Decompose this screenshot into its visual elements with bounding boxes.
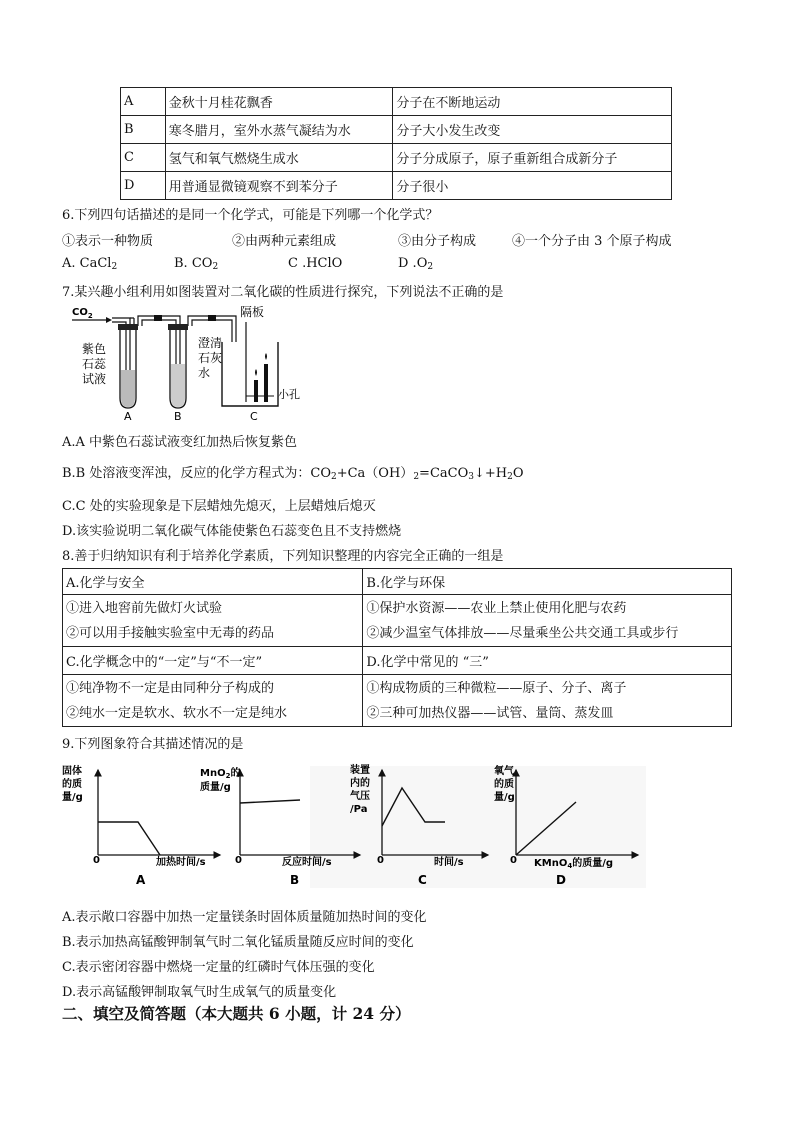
graph-c-ylabel: 装置 (350, 765, 370, 776)
q7-stem: 7.某兴趣小组利用如图装置对二氧化碳的性质进行探究，下列说法不正确的是 (62, 285, 504, 300)
graph-b-origin: 0 (235, 855, 242, 866)
svg-text:的质: 的质 (62, 779, 82, 790)
graph-a-ylabel: 固体 (62, 766, 82, 777)
group-b-item-2: ②减少温室气体排放——尽量乘坐公共交通工具或步行 (366, 625, 679, 641)
q9-option-d: D.表示高锰酸钾制取氧气时生成氧气的质量变化 (62, 985, 337, 1000)
label-purple-3: 试液 (82, 372, 107, 386)
table-row (63, 595, 732, 647)
inlet-arrow-head (106, 317, 112, 323)
q7-option-a: A.A 中紫色石蕊试液变红加热后恢复紫色 (62, 435, 298, 450)
q9-graphs-figure (60, 760, 650, 890)
candle-lower (254, 380, 258, 402)
label-a: A (124, 410, 132, 422)
svg-text:内的: 内的 (350, 778, 370, 789)
group-a-content (63, 595, 363, 647)
graph-c-origin: 0 (377, 855, 384, 866)
label-purple-2: 石蕊 (82, 357, 107, 371)
table-row (121, 116, 672, 144)
group-a-title: A.化学与安全 (63, 569, 363, 595)
label-lime-1: 澄清 (198, 336, 223, 350)
graph-c-label: C (418, 873, 427, 887)
explanation-cell: 分子很小 (393, 172, 672, 200)
label-hole: 小孔 (278, 388, 300, 401)
graph-b-xlabel: 反应时间/s (282, 857, 332, 868)
phenomenon-cell: 氢气和氧气燃烧生成水 (165, 144, 393, 172)
graph-d-ylabel: 氧气 (494, 766, 514, 777)
flame-upper (265, 353, 267, 360)
group-d-item-2: ②三种可加热仪器——试管、量筒、蒸发皿 (366, 705, 614, 721)
q6-option-d: D $.O_2$ (398, 256, 434, 272)
svg-text:气压: 气压 (350, 791, 370, 802)
q7-option-b: B.B 处溶液变浑浊，反应的化学方程式为：$CO_2+Ca(OH)_2=CaCO_3↓+H_2O$ (62, 466, 524, 482)
q7-option-d: D.该实验说明二氧化碳气体能使紫色石蕊变色且不支持燃烧 (62, 524, 402, 539)
q9-option-a: A.表示敞口容器中加热一定量镁条时固体质量随加热时间的变化 (62, 910, 427, 925)
phenomenon-cell: 金秋十月桂花飘香 (165, 88, 393, 116)
phenomenon-cell: 寒冬腊月，室外水蒸气凝结为水 (165, 116, 393, 144)
label-partition: 隔板 (240, 305, 265, 319)
group-d-item-1: ①构成物质的三种微粒——原子、分子、离子 (366, 680, 627, 696)
table-row (63, 647, 732, 675)
section-2-heading: 二、填空及简答题（本大题共 6 小题，计 24 分） (62, 1004, 411, 1023)
group-d-title: D.化学中常见的 “三” (363, 647, 732, 675)
group-b-content (363, 595, 732, 647)
group-c-item-2: ②纯水一定是软水、软水不一定是纯水 (66, 705, 288, 721)
stopper-a (118, 324, 138, 330)
graph-a (62, 764, 220, 887)
stopper-b (168, 324, 188, 330)
q8-stem: 8.善于归纳知识有利于培养化学素质，下列知识整理的内容完全正确的一组是 (62, 549, 504, 564)
phenomenon-cell: 用普通显微镜观察不到苯分子 (165, 172, 393, 200)
graph-b-label: B (290, 873, 300, 887)
group-c-content (63, 675, 363, 727)
svg-text:质量/g: 质量/g (200, 782, 231, 793)
explanation-cell: 分子在不断地运动 (393, 88, 672, 116)
q9-stem: 9.下列图象符合其描述情况的是 (62, 737, 244, 752)
table-row (63, 569, 732, 595)
label-lime-2: 石灰 (198, 351, 223, 365)
co2-apparatus-figure (68, 302, 308, 422)
q6-clue-4: ④一个分子由 3 个原子构成 (512, 234, 672, 249)
graph-d-label: D (556, 873, 566, 887)
group-b-title: B.化学与环保 (363, 569, 732, 595)
table-row (121, 88, 672, 116)
co2-label: $CO_2$ (72, 307, 93, 320)
graph-a-xlabel: 加热时间/s (156, 857, 206, 868)
q6-option-c: C .HClO (288, 256, 343, 271)
graph-b-ylabel: MnO$_2$的 (200, 768, 241, 780)
q6-clue-2: ②由两种元素组成 (232, 234, 337, 249)
group-c-item-1: ①纯净物不一定是由同种分子构成的 (66, 680, 275, 696)
rubber-joint (208, 315, 216, 321)
graph-d-origin: 0 (510, 855, 517, 866)
option-cell: B (121, 116, 166, 144)
table-row (121, 144, 672, 172)
liquid-a (121, 370, 135, 407)
label-lime-3: 水 (198, 366, 211, 380)
graph-a-label: A (136, 873, 146, 887)
svg-text:量/g: 量/g (494, 792, 515, 803)
flame-lower (255, 369, 257, 376)
group-a-item-2: ②可以用手接触实验室中无毒的药品 (66, 625, 275, 641)
explanation-cell: 分子分成原子，原子重新组合成新分子 (393, 144, 672, 172)
group-b-item-1: ①保护水资源——农业上禁止使用化肥与农药 (366, 600, 627, 616)
curve-b (240, 800, 300, 803)
group-c-title: C.化学概念中的“一定”与“不一定” (63, 647, 363, 675)
q8-table (62, 568, 732, 727)
liquid-b (171, 364, 185, 407)
graph-d-xlabel: KMnO$_4$的质量/g (534, 858, 614, 870)
q5-table (120, 87, 672, 200)
table-row (121, 172, 672, 200)
curve-a (98, 822, 160, 855)
label-purple-1: 紫色 (82, 342, 107, 356)
rubber-joint (154, 315, 162, 321)
q7-option-c: C.C 处的实验现象是下层蜡烛先熄灭，上层蜡烛后熄灭 (62, 499, 376, 514)
group-d-content (363, 675, 732, 727)
q6-clue-3: ③由分子构成 (398, 234, 477, 249)
q9-option-c: C.表示密闭容器中燃烧一定量的红磷时气体压强的变化 (62, 960, 375, 975)
table-row (63, 675, 732, 727)
option-cell: D (121, 172, 166, 200)
svg-text:/Pa: /Pa (350, 804, 368, 815)
q6-clue-1: ①表示一种物质 (62, 234, 154, 249)
option-cell: A (121, 88, 166, 116)
q6-option-b: B. $CO_2$ (174, 256, 219, 272)
group-a-item-1: ①进入地窖前先做灯火试验 (66, 600, 223, 616)
graph-a-origin: 0 (93, 855, 100, 866)
graph-c-xlabel: 时间/s (434, 857, 464, 868)
svg-text:量/g: 量/g (62, 792, 83, 803)
option-cell: C (121, 144, 166, 172)
label-c: C (250, 410, 258, 422)
q6-stem: 6.下列四句话描述的是同一个化学式，可能是下列哪一个化学式？ (62, 208, 439, 223)
q6-option-a: A. CaCl$_2$ (62, 256, 118, 272)
label-b: B (174, 410, 182, 422)
svg-text:的质: 的质 (494, 779, 514, 790)
explanation-cell: 分子大小发生改变 (393, 116, 672, 144)
q9-option-b: B.表示加热高锰酸钾制氧气时二氧化锰质量随反应时间的变化 (62, 935, 414, 950)
